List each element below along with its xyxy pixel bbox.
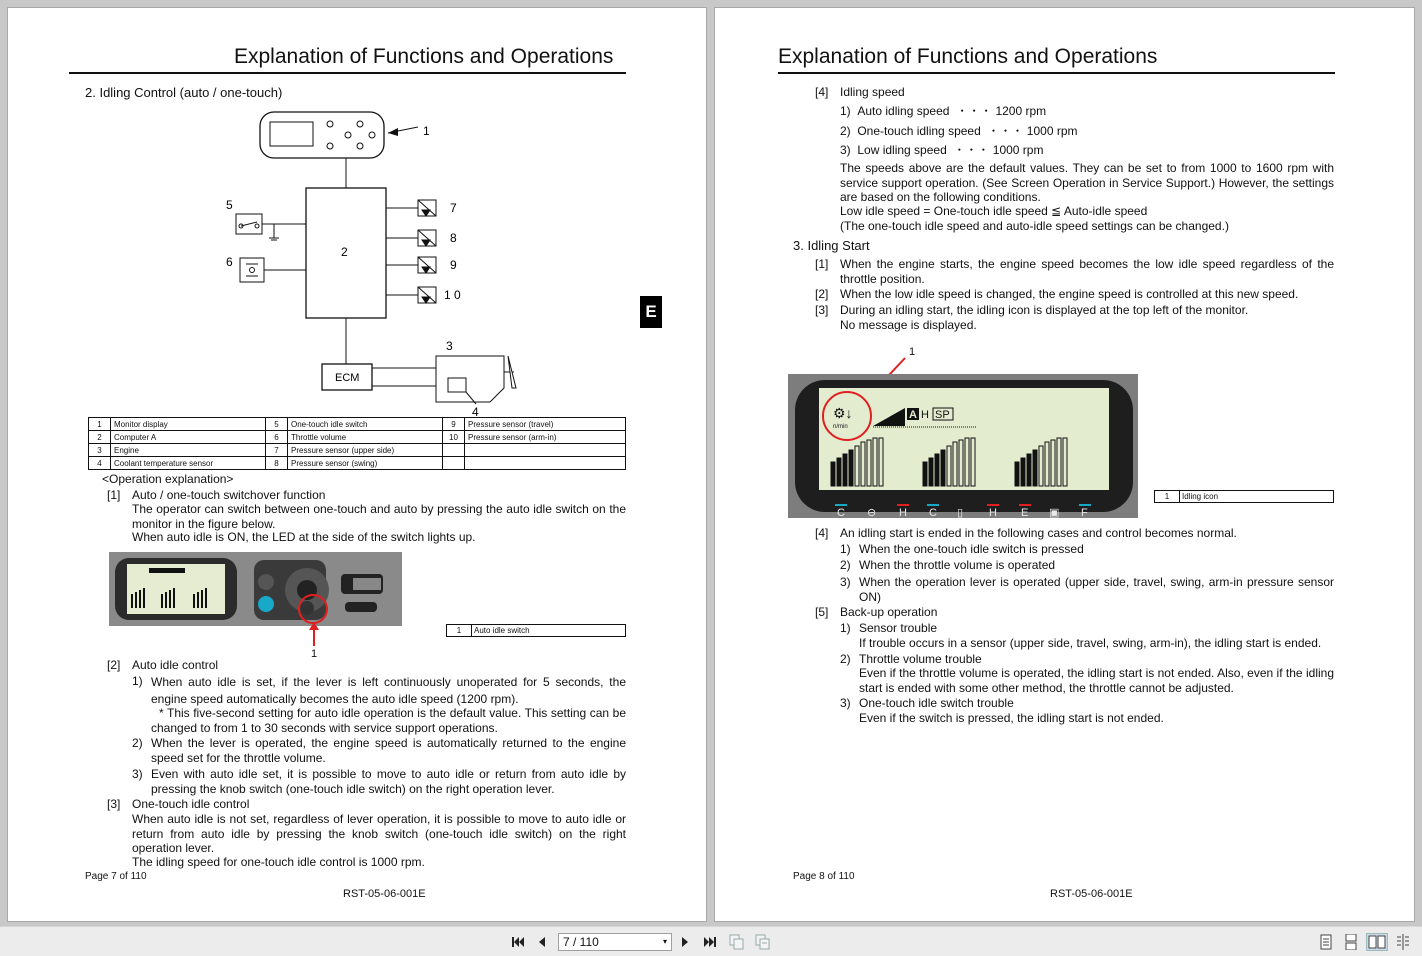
legend-num: 2 xyxy=(89,431,111,444)
item-number: [4] xyxy=(815,526,829,540)
svg-text:⊖: ⊖ xyxy=(867,507,877,519)
sub-number: 1) xyxy=(840,621,851,635)
figure-callout xyxy=(446,624,626,637)
last-page-icon xyxy=(703,935,717,949)
page-footer: Page 8 of 110 xyxy=(793,871,855,882)
item-number: [3] xyxy=(107,797,121,811)
sub-item-text: If trouble occurs in a sensor (upper side, travel, swing, arm-in), the idling start is ended. xyxy=(859,636,1322,650)
next-page-icon xyxy=(680,935,690,949)
legend-label xyxy=(465,444,626,457)
item-number: [2] xyxy=(107,658,121,672)
legend-num: 1 xyxy=(89,418,111,431)
item-heading: Idling speed xyxy=(840,85,905,99)
speed-dots: ・・・ xyxy=(953,143,990,157)
single-continuous-view-button[interactable] xyxy=(1343,933,1359,951)
item-body: The speeds above are the default values. They can be set to from 1000 to 1600 rpm with service support operation. (See Screen Operation in Service Support.) However, the settings are based on the following conditions. xyxy=(840,161,1334,204)
two-continuous-icon xyxy=(1396,934,1410,950)
fit-width-icon xyxy=(729,934,745,950)
item-heading: Auto / one-touch switchover function xyxy=(132,488,326,502)
first-page-button[interactable] xyxy=(510,933,526,951)
section-heading: 2. Idling Control (auto / one-touch) xyxy=(85,85,283,100)
next-page-button[interactable] xyxy=(678,933,692,951)
sub-item-text: When the throttle volume is operated xyxy=(859,558,1056,572)
last-page-button[interactable] xyxy=(702,933,718,951)
two-page-icon xyxy=(1368,935,1386,949)
svg-text:2: 2 xyxy=(341,245,348,259)
legend-row xyxy=(89,418,626,431)
item-heading: An idling start is ended in the following cases and control becomes normal. xyxy=(840,526,1237,540)
sub-item-text: When auto idle is set, if the lever is left continuously unoperated for 5 seconds, the engine speed automatically becomes the auto idle speed (1200 rpm). xyxy=(151,675,626,706)
legend-num xyxy=(443,457,465,470)
svg-text:C: C xyxy=(837,507,845,519)
fit-page-icon xyxy=(755,934,771,950)
sub-item-text: When the one-touch idle switch is pressed xyxy=(859,542,1084,556)
callout-number: 1 xyxy=(447,625,472,636)
document-id: RST-05-06-001E xyxy=(343,888,426,900)
legend-row xyxy=(89,457,626,470)
legend-label: Coolant temperature sensor xyxy=(111,457,266,470)
svg-text:ECM: ECM xyxy=(335,372,360,384)
svg-text:4: 4 xyxy=(472,405,479,416)
sub-item-text: Even if the switch is pressed, the idling start is not ended. xyxy=(859,711,1164,725)
legend-num: 3 xyxy=(89,444,111,457)
legend-num: 4 xyxy=(89,457,111,470)
svg-text:SP: SP xyxy=(935,409,950,421)
pdf-viewer-toolbar xyxy=(0,926,1422,956)
svg-text:F: F xyxy=(1081,507,1088,519)
previous-page-icon xyxy=(537,935,547,949)
item-note: (The one-touch idle speed and auto-idle speed settings can be changed.) xyxy=(840,219,1229,233)
callout-label: Auto idle switch xyxy=(474,626,530,635)
item-heading: Auto idle control xyxy=(132,658,219,672)
item-body: When the engine starts, the engine speed becomes the low idle speed regardless of the throttle position. xyxy=(840,257,1334,286)
callout-label: Idling icon xyxy=(1182,492,1219,501)
svg-text:H: H xyxy=(921,409,929,421)
legend-label: Monitor display xyxy=(111,418,266,431)
svg-text:3: 3 xyxy=(446,339,453,353)
speed-label: Low idling speed xyxy=(857,143,947,157)
svg-text:1 0: 1 0 xyxy=(444,288,461,302)
svg-text:6: 6 xyxy=(226,255,233,269)
legend-label: Pressure sensor (upper side) xyxy=(288,444,443,457)
svg-text:5: 5 xyxy=(226,198,233,212)
svg-text:8: 8 xyxy=(450,231,457,245)
item-number: [1] xyxy=(815,257,829,271)
sub-number: 2) xyxy=(132,736,143,750)
sub-item-heading: Sensor trouble xyxy=(859,621,938,635)
sub-item-text: Even if the throttle volume is operated, the idling start is not ended. Also, even if the idling start is ended with some other method, the throttle cannot be adjusted. xyxy=(859,666,1334,695)
speed-num: 2) xyxy=(840,124,851,138)
legend-table xyxy=(88,417,626,470)
sub-number: 2) xyxy=(840,558,851,572)
legend-num xyxy=(443,444,465,457)
page-title: Explanation of Functions and Operations xyxy=(234,45,614,68)
section-heading: 3. Idling Start xyxy=(793,238,870,253)
figure-callout xyxy=(1154,490,1334,503)
document-page-7 xyxy=(7,7,707,922)
svg-text:⚙↓: ⚙↓ xyxy=(833,405,853,421)
document-id: RST-05-06-001E xyxy=(1050,888,1133,900)
item-body: When auto idle is not set, regardless of lever operation, it is possible to move to auto idle or return from auto idle by pressing the knob switch (one-touch idle switch) on the right operation lever. xyxy=(132,812,626,855)
svg-text:9: 9 xyxy=(450,258,457,272)
two-continuous-view-button[interactable] xyxy=(1394,933,1412,951)
item-number: [3] xyxy=(815,303,829,317)
speed-num: 3) xyxy=(840,143,851,157)
item-body: The operator can switch between one-touch and auto by pressing the auto idle switch on the monitor in the figure below. xyxy=(132,502,626,531)
single-page-icon xyxy=(1320,934,1332,950)
svg-text:H: H xyxy=(899,507,907,519)
sub-item-text: When the operation lever is operated (upper side, travel, swing, arm-in pressure sensor ON) xyxy=(859,575,1334,604)
single-page-view-button[interactable] xyxy=(1318,933,1334,951)
legend-label xyxy=(465,457,626,470)
item-number: [1] xyxy=(107,488,121,502)
svg-text:C: C xyxy=(929,507,937,519)
svg-text:▯: ▯ xyxy=(957,507,964,519)
item-heading: One-touch idle control xyxy=(132,797,250,811)
title-rule xyxy=(69,72,626,74)
svg-text:7: 7 xyxy=(450,201,457,215)
svg-text:A: A xyxy=(909,409,917,421)
speed-num: 1) xyxy=(840,104,851,118)
legend-num: 5 xyxy=(266,418,288,431)
svg-text:1: 1 xyxy=(423,124,430,138)
speed-dots: ・・・ xyxy=(956,104,993,118)
svg-text:n/min: n/min xyxy=(833,424,848,430)
item-number: [2] xyxy=(815,287,829,301)
previous-page-button[interactable] xyxy=(535,933,549,951)
item-heading: Back-up operation xyxy=(840,605,938,619)
monitor-panel-figure xyxy=(109,552,404,657)
legend-row xyxy=(89,431,626,444)
page-title: Explanation of Functions and Operations xyxy=(778,45,1158,68)
item-body: No message is displayed. xyxy=(840,318,977,332)
sub-number: 1) xyxy=(840,542,851,556)
legend-num: 10 xyxy=(443,431,465,444)
legend-label: Pressure sensor (swing) xyxy=(288,457,443,470)
speed-label: Auto idling speed xyxy=(857,104,950,118)
item-number: [4] xyxy=(815,85,829,99)
item-body: During an idling start, the idling icon is displayed at the top left of the monitor. xyxy=(840,303,1249,317)
speed-row xyxy=(840,143,1043,158)
svg-text:▣: ▣ xyxy=(1049,507,1060,519)
page-footer: Page 7 of 110 xyxy=(85,871,147,882)
sub-item-text: When the lever is operated, the engine speed is automatically returned to the engine speed set for the throttle volume. xyxy=(151,736,626,765)
legend-label: Engine xyxy=(111,444,266,457)
sub-item-text: Even with auto idle set, it is possible to move to auto idle or return from auto idle by pressing the knob switch (one-touch idle switch) on the right operation lever. xyxy=(151,767,626,796)
speed-row xyxy=(840,104,1046,119)
sub-item-heading: Throttle volume trouble xyxy=(859,652,982,666)
speed-row xyxy=(840,124,1078,139)
fit-width-button[interactable] xyxy=(728,933,746,951)
callout-number: 1 xyxy=(1155,491,1180,502)
speed-value: 1000 rpm xyxy=(992,143,1044,157)
legend-num: 7 xyxy=(266,444,288,457)
sub-item-note: * This five-second setting for auto idle operation is the default value. This setting can be changed to from 1 to 30 seconds with service support operations. xyxy=(151,706,626,735)
legend-row xyxy=(89,444,626,457)
operation-heading: <Operation explanation> xyxy=(102,472,234,486)
page-indicator: 7 / 110 xyxy=(563,935,599,949)
document-page-8 xyxy=(714,7,1415,922)
legend-label: One-touch idle switch xyxy=(288,418,443,431)
continuous-page-icon xyxy=(1345,934,1357,950)
speed-label: One-touch idling speed xyxy=(857,124,981,138)
item-body: When auto idle is ON, the LED at the side of the switch lights up. xyxy=(132,530,476,544)
item-body: When the low idle speed is changed, the engine speed is controlled at this new speed. xyxy=(840,287,1299,301)
sub-number: 3) xyxy=(132,767,143,781)
legend-label: Pressure sensor (arm-in) xyxy=(465,431,626,444)
item-body: The idling speed for one-touch idle control is 1000 rpm. xyxy=(132,855,425,869)
title-rule xyxy=(778,72,1335,74)
svg-text:1: 1 xyxy=(311,648,318,657)
svg-text:E: E xyxy=(1021,507,1029,519)
legend-num: 6 xyxy=(266,431,288,444)
item-number: [5] xyxy=(815,605,829,619)
legend-label: Throttle volume xyxy=(288,431,443,444)
first-page-icon xyxy=(511,935,525,949)
sub-number: 2) xyxy=(840,652,851,666)
sub-number: 3) xyxy=(840,575,851,589)
speed-condition: Low idle speed = One-touch idle speed ≦ Auto-idle speed xyxy=(840,204,1148,218)
legend-num: 9 xyxy=(443,418,465,431)
sub-number: 3) xyxy=(840,696,851,710)
sub-item-heading: One-touch idle switch trouble xyxy=(859,696,1014,710)
legend-label: Pressure sensor (travel) xyxy=(465,418,626,431)
legend-label: Computer A xyxy=(111,431,266,444)
monitor-idling-figure xyxy=(787,344,1139,520)
page-number-select[interactable] xyxy=(558,933,672,951)
speed-value: 1200 rpm xyxy=(995,104,1047,118)
speed-dots: ・・・ xyxy=(987,124,1024,138)
sub-number: 1) xyxy=(132,674,143,688)
idling-control-diagram xyxy=(208,106,528,416)
side-tab-e: E xyxy=(640,296,662,328)
chevron-down-icon: ▾ xyxy=(662,937,667,946)
speed-value: 1000 rpm xyxy=(1026,124,1078,138)
fit-page-button[interactable] xyxy=(754,933,772,951)
svg-text:1: 1 xyxy=(909,346,916,358)
legend-num: 8 xyxy=(266,457,288,470)
two-page-view-button[interactable] xyxy=(1366,933,1388,951)
svg-text:H: H xyxy=(989,507,997,519)
